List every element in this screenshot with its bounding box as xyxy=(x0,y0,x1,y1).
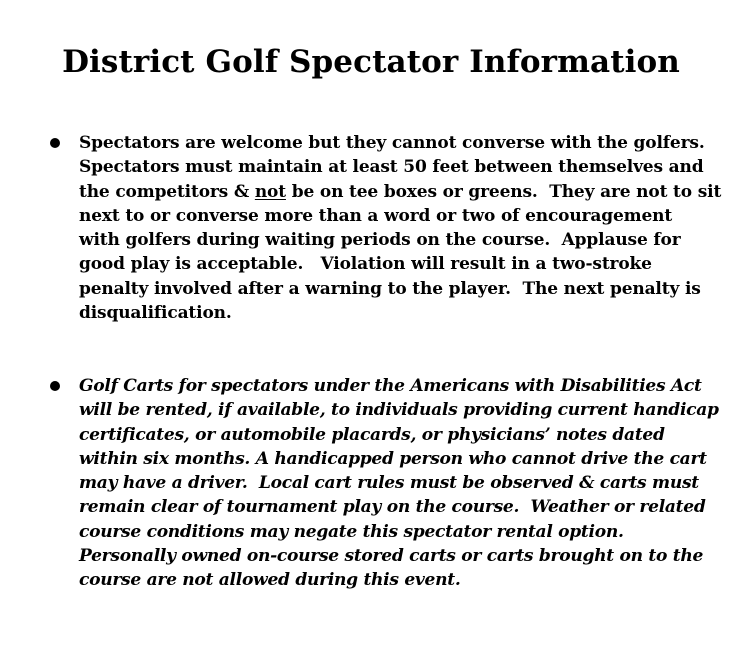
paragraph-line: with golfers during waiting periods on the course. Applause for xyxy=(79,230,681,251)
paragraph-line: good play is acceptable. Violation will result in a two-stroke xyxy=(79,254,652,275)
paragraph-line: within six months. A handicapped person who cannot drive the cart xyxy=(79,448,707,469)
bullet-icon xyxy=(50,138,60,148)
paragraph-line: Spectators must maintain at least 50 feet between themselves and xyxy=(79,157,704,178)
underlined-word-not: not xyxy=(254,181,286,202)
paragraph-line: next to or converse more than a word or two of encouragement xyxy=(79,205,673,226)
paragraph-line: course conditions may negate this spectator rental option. xyxy=(79,521,624,542)
spectator-conduct-paragraph xyxy=(79,131,731,325)
paragraph-line: remain clear of tournament play on the course. Weather or related xyxy=(79,497,706,518)
paragraph-line: certificates, or automobile placards, or physicians’ notes dated xyxy=(79,424,665,445)
page-title: District Golf Spectator Information xyxy=(62,44,680,80)
line-segment: the competitors & xyxy=(79,181,255,202)
golf-carts-paragraph xyxy=(79,374,731,593)
paragraph-line: Spectators are welcome but they cannot converse with the golfers. xyxy=(79,133,705,153)
paragraph-line: Personally owned on-course stored carts or carts brought on to the xyxy=(79,546,704,567)
paragraph-line: Golf Carts for spectators under the Americans with Disabilities Act xyxy=(79,376,702,396)
paragraph-line: course are not allowed during this event. xyxy=(79,570,461,591)
bullet-icon xyxy=(50,381,60,391)
line-segment: be on tee boxes or greens. They are not to sit xyxy=(285,181,722,202)
paragraph-line: disqualification. xyxy=(79,303,232,324)
paragraph-line: will be rented, if available, to individuals providing current handicap xyxy=(79,400,719,421)
paragraph-line xyxy=(79,180,731,204)
paragraph-line: may have a driver. Local cart rules must be observed & carts must xyxy=(79,473,699,494)
paragraph-line: penalty involved after a warning to the player. The next penalty is xyxy=(79,278,701,299)
